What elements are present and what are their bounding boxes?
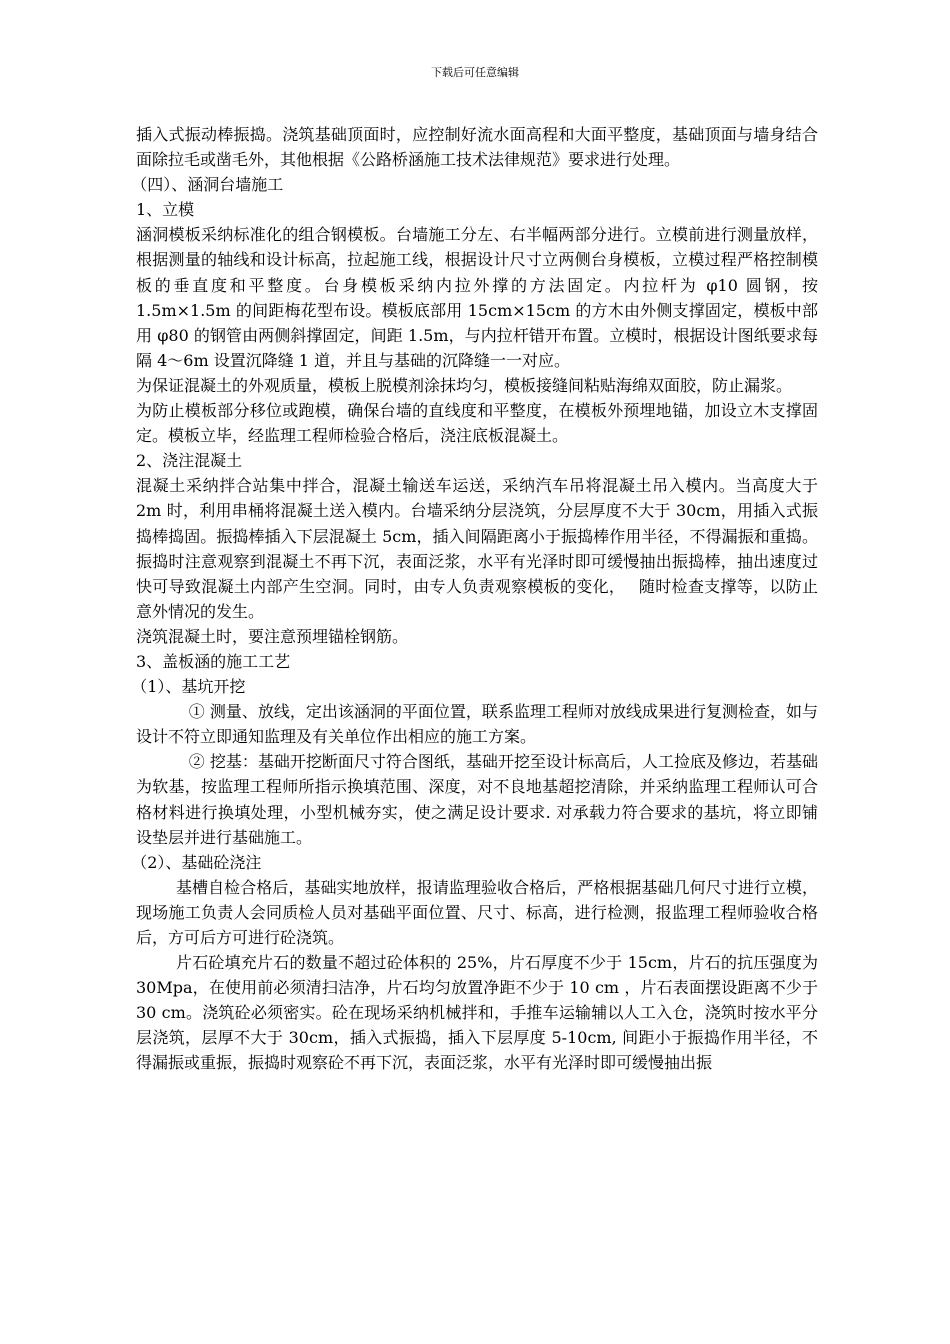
paragraph: 涵洞模板采纳标准化的组合钢模板。台墙施工分左、右半幅两部分进行。立模前进行测量放样，根据测量的轴线和设计标高，拉起施工线，根据设计尺寸立两侧台身模板，立模过程严格控制模板的垂直度和平整度。台身模板采纳内拉外撑的方法固定。内拉杆为 φ10 圆钢，按 1.5m×1.5m 的间距梅花型布设。模板底部用 15cm×15cm 的方木由外侧支撑固定，模板中部用 φ80 的钢管由两侧斜撑固定，间距 1.5m，与内拉杆错开布置。立模时，根据设计图纸要求每隔 4～6m 设置沉降缝 1 道，并且与基础的沉降缝一一对应。 — [136, 225, 818, 370]
item-heading: （2）、基础砼浇注 — [131, 852, 262, 872]
paragraph: 片石砼填充片石的数量不超过砼体积的 25%，片石厚度不少于 15cm，片石的抗压强度为 30Mpa，在使用前必须清扫洁净，片石均匀放置净距不少于 10 cm ，片石表面摆设距离不少于 30 cm。浇筑砼必须密实。砼在现场采纳机械拌和，手推车运输辅以人工入仓，浇筑时按水平分层浇筑，层厚不大于 30cm，插入式振捣，插入下层厚度 5-10cm, 间距小于振捣作用半径，不得漏振或重振，振捣时观察砼不再下沉，表面泛浆，水平有光泽时即可缓慢抽出振 — [136, 953, 818, 1073]
paragraph: 基槽自检合格后，基础实地放样，报请监理验收合格后，严格根据基础几何尺寸进行立模，现场施工负责人会同质检人员对基础平面位置、尺寸、标高，进行检测，报监理工程师验收合格后，方可后方可进行砼浇筑。 — [136, 877, 818, 947]
paragraph: 为防止模板部分移位或跑模，确保台墙的直线度和平整度，在模板外预埋地锚，加设立木支撑固定。模板立毕，经监理工程师检验合格后，浇注底板混凝土。 — [136, 401, 818, 446]
paragraph: 插入式振动棒振捣。浇筑基础顶面时，应控制好流水面高程和大面平整度，基础顶面与墙身结合面除拉毛或凿毛外，其他根据《公路桥涵施工技术法律规范》要求进行处理。 — [136, 125, 818, 170]
paragraph: 浇筑混凝土时，要注意预埋锚栓钢筋。 — [136, 626, 409, 646]
document-body — [131, 122, 818, 1076]
section-heading: （四）、涵洞台墙施工 — [131, 175, 284, 195]
subsection-heading: 2、浇注混凝土 — [136, 451, 243, 471]
paragraph: 为保证混凝土的外观质量，模板上脱模剂涂抹均匀，模板接缝间粘贴海绵双面胶，防止漏浆。 — [136, 375, 793, 395]
subsection-heading: 3、盖板涵的施工工艺 — [136, 651, 291, 671]
paragraph: 混凝土采纳拌合站集中拌合，混凝土输送车运送，采纳汽车吊将混凝土吊入模内。当高度大于 2m 时，利用串桶将混凝土送入模内。台墙采纳分层浇筑，分层厚度不大于 30cm，用插入式振捣棒捣固。振捣棒插入下层混凝土 5cm，插入间隔距离小于振捣棒作用半径，不得漏振和重捣。振捣时注意观察到混凝土不再下沉，表面泛浆，水平有光泽时即可缓慢抽出振捣棒，抽出速度过快可导致混凝土内部产生空洞。同时，由专人负责观察模板的变化， 随时检查支撑等，以防止意外情况的发生。 — [136, 476, 818, 621]
page-header: 下载后可任意编辑 — [431, 66, 519, 79]
numbered-paragraph: ① 测量、放线，定出该涵洞的平面位置，联系监理工程师对放线成果进行复测检查，如与设计不符立即通知监理及有关单位作出相应的施工方案。 — [136, 702, 818, 747]
numbered-paragraph: ② 挖基：基础开挖断面尺寸符合图纸，基础开挖至设计标高后，人工捡底及修边，若基础为软基，按监理工程师所指示换填范围、深度，对不良地基超挖清除，并采纳监理工程师认可合格材料进行换填处理，小型机械夯实，使之满足设计要求. 对承载力符合要求的基坑，将立即铺设垫层并进行基础施工。 — [136, 752, 818, 847]
item-heading: （1）、基坑开挖 — [131, 677, 246, 697]
subsection-heading: 1、立模 — [136, 200, 195, 220]
